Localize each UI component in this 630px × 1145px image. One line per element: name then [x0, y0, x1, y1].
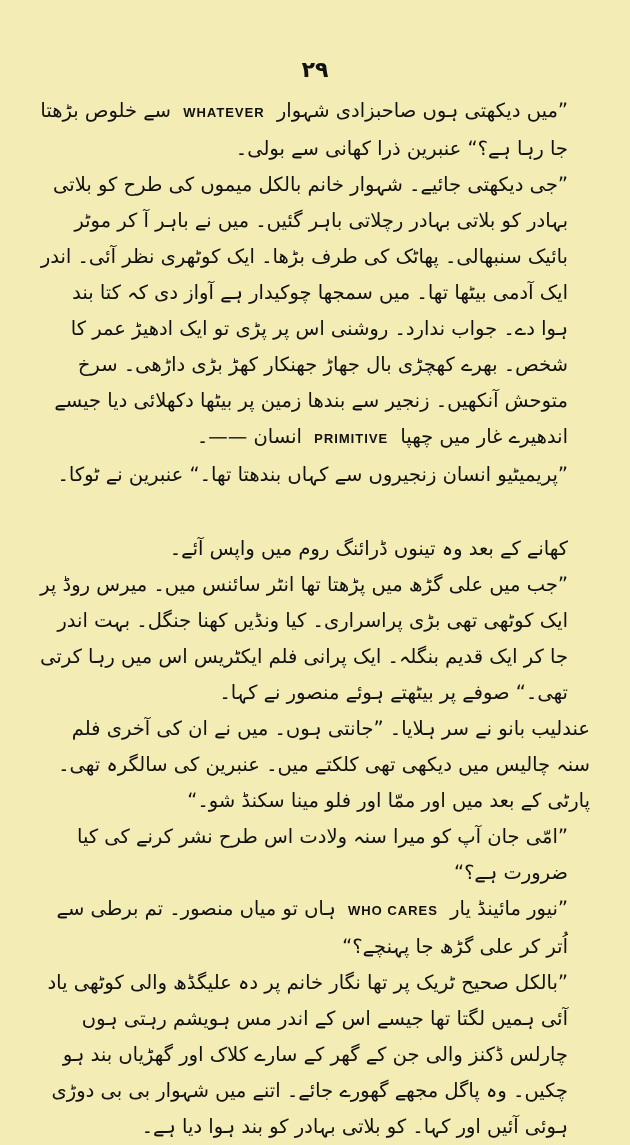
english-word: WHO CARES	[348, 903, 438, 918]
paragraph-8: ”نیور مائینڈ یار WHO CARES ہاں تو میاں منصور۔ تم برطی سے اُتر کر علی گڑھ جا پہنچے؟“	[56, 897, 568, 958]
page-number: ۲۹	[301, 58, 329, 83]
page-body-text	[40, 93, 590, 1145]
paragraph-3: ”پریمیٹیو انسان زنجیروں سے کہاں بندھتا تھا۔“ عنبرین نے ٹوکا۔	[57, 463, 568, 486]
paragraph-9: ”بالکل صحیح ٹریک پر تھا نگار خانم پر دہ علیگڈھ والی کوٹھی یاد آئی ہمیں لگتا تھا جیسے اس کے اندر مس ہویشم رہتی ہوں چارلس ڈکنز والی جن کے گھر کے سارے کلاک اور گھڑیاں بند ہو چکیں۔ وہ پاگل مجھے گھورے جائے۔ اتنے میں شہوار بی بی دوڑی ہوئی آئیں اور کہا۔ کو بلاتی بہادر کو بند ہوا دیا ہے۔	[47, 971, 568, 1138]
paragraph-4: کھانے کے بعد وہ تینوں ڈرائنگ روم میں واپس آئے۔	[169, 537, 568, 560]
paragraph-7: ”امّی جان آپ کو میرا سنہ ولادت اس طرح نشر کرنے کی کیا ضرورت ہے؟“	[77, 825, 568, 884]
english-word: WHATEVER	[183, 105, 265, 120]
paragraph-2: ”جی دیکھتی جائیے۔ شہوار خانم بالکل میموں کی طرح کو بلاتی بہادر کو بلاتی بہادر رچلاتی باہر گئیں۔ میں نے باہر آ کر موٹر بائیک سنبھالی۔ پھاٹک کی طرف بڑھا۔ ایک کوٹھری نظر آئی۔ اندر ایک آدمی بیٹھا تھا۔ میں سمجھا چوکیدار ہے آواز دی کہ کتا بند ہوا دے۔ جواب ندارد۔ روشنی اس پر پڑی تو ایک ادھیڑ عمر کا شخص۔ بھرے کھچڑی بال جھاڑ جھنکار کھڑ بڑی داڑھی۔ سرخ متوحش آنکھیں۔ زنجیر سے بندھا زمین پر بیٹھا دکھلائی دیا جیسے اندھیرے غار میں چھپا PRIMITIVE انسان ——۔	[40, 173, 568, 448]
english-word: PRIMITIVE	[314, 431, 389, 446]
paragraph-1: ”میں دیکھتی ہوں صاحبزادی شہوار WHATEVER سے خلوص بڑھتا جا رہا ہے؟“ عنبرین ذرا کھانی سے بولی۔	[40, 99, 568, 160]
paragraph-6: عندلیب بانو نے سر ہلایا۔ ”جانتی ہوں۔ میں نے ان کی آخری فلم سنہ چالیس میں دیکھی تھی کلکتے میں۔ عنبرین کی سالگرہ تھی۔ پارٹی کے بعد میں اور ممّا اور فلو مینا سکنڈ شو۔“	[58, 717, 590, 812]
paragraph-5: ”جب میں علی گڑھ میں پڑھتا تھا انٹر سائنس میں۔ میرس روڈ پر ایک کوٹھی تھی بڑی پراسراری۔ کیا ونڈیں کھنا جنگل۔ بہت اندر جا کر ایک قدیم بنگلہ۔ ایک پرانی فلم ایکٹریس اس میں رہا کرتی تھی۔“ صوفے پر بیٹھتے ہوئے منصور نے کہا۔	[40, 573, 568, 704]
